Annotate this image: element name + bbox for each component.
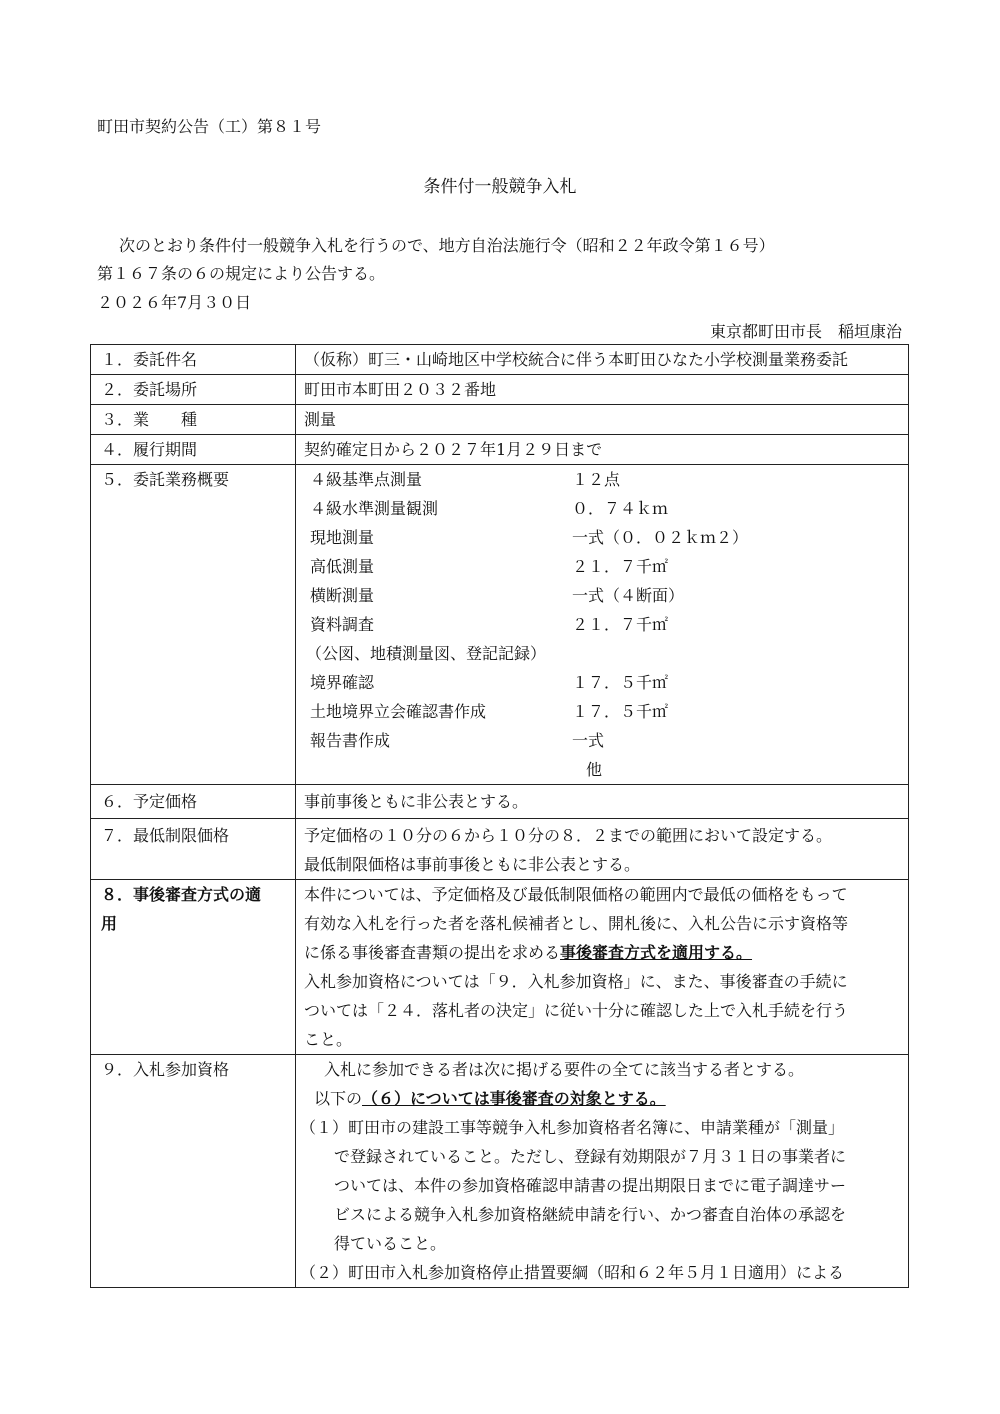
text-line: （２）町田市入札参加資格停止措置要綱（昭和６２年５月１日適用）による (300, 1263, 845, 1282)
text-line: で登録されていること。ただし、登録有効期限が７月３１日の事業者に (334, 1147, 847, 1166)
work-item-name: 横断測量 (310, 586, 375, 605)
emphasis-text: （６）については事後審査の対象とする。 (362, 1089, 666, 1108)
table-row (91, 785, 909, 819)
text-span: 以下の (314, 1089, 363, 1108)
work-item-name: 現地測量 (310, 528, 375, 547)
work-item-name: 報告書作成 (310, 731, 391, 750)
text-line: 入札に参加できる者は次に掲げる要件の全てに該当する者とする。 (324, 1060, 805, 1079)
work-overview-footer: 他 (585, 760, 602, 779)
item-value: 契約確定日から２０２７年1月２９日まで (296, 435, 909, 465)
work-item-name: ４級水準測量観測 (310, 499, 439, 518)
work-item-qty: １７．５千㎡ (572, 702, 669, 721)
label-line: 用 (101, 914, 118, 933)
emphasis-text: 事後審査方式を適用する。 (560, 943, 753, 962)
item-value (296, 880, 909, 1055)
work-item-qty: １２点 (572, 470, 621, 489)
text-line (304, 938, 900, 967)
item-label: ３．業 種 (91, 405, 296, 435)
table-row (91, 375, 909, 405)
item-value: 町田市本町田２０３２番地 (296, 375, 909, 405)
list-item (304, 552, 900, 581)
text-line (300, 1084, 900, 1113)
work-item-qty: ０．７４ｋｍ (572, 499, 669, 518)
work-item-qty: 一式（０．０２ｋｍ２） (572, 528, 749, 547)
item-label: １．委託件名 (91, 345, 296, 375)
item-label: ７．最低制限価格 (91, 819, 296, 880)
work-item-qty: １７．５千㎡ (572, 673, 669, 692)
notice-date: ２０２６年7月３０日 (97, 293, 252, 312)
text-line: こと。 (304, 1030, 353, 1049)
list-item (304, 726, 900, 755)
table-row (91, 465, 909, 785)
work-item-qty: ２１．７千㎡ (572, 615, 669, 634)
work-item-name: 境界確認 (310, 673, 375, 692)
work-item-name: 土地境界立会確認書作成 (310, 702, 487, 721)
text-line: ついては、本件の参加資格確認申請書の提出期限日までに電子調達サー (334, 1176, 847, 1195)
work-item-name: （公図、地積測量図、登記記録） (306, 644, 547, 663)
work-overview (296, 465, 909, 785)
notice-number: 町田市契約公告（工）第８１号 (97, 117, 322, 136)
list-item (304, 610, 900, 639)
item-value: （仮称）町三・山崎地区中学校統合に伴う本町田ひなた小学校測量業務委託 (296, 345, 909, 375)
text-span: に係る事後審査書類の提出を求める (304, 943, 561, 962)
text-line: 入札参加資格については「９．入札参加資格」に、また、事後審査の手続に (304, 972, 848, 991)
table-row (91, 405, 909, 435)
list-item (304, 465, 900, 494)
text-line: ついては「２４．落札者の決定」に従い十分に確認した上で入札手続を行う (304, 1001, 849, 1020)
item-label: ５．委託業務概要 (91, 465, 296, 785)
item-label: ９．入札参加資格 (91, 1055, 296, 1288)
text-line: 有効な入札を行った者を落札候補者とし、開札後に、入札公告に示す資格等 (304, 914, 849, 933)
list-item (304, 494, 900, 523)
item-value (296, 1055, 909, 1288)
text-line: 本件については、予定価格及び最低制限価格の範囲内で最低の価格をもって (304, 885, 848, 904)
list-item (304, 523, 900, 552)
table-row (91, 435, 909, 465)
text-line: 予定価格の１０分の６から１０分の８．２までの範囲において設定する。 (304, 826, 833, 845)
intro-line-2: 第１６７条の６の規定により公告する。 (97, 264, 386, 283)
item-label (91, 880, 296, 1055)
document-title: 条件付一般競争入札 (423, 177, 577, 197)
list-item (304, 668, 900, 697)
table-row (91, 819, 909, 880)
text-line: （１）町田市の建設工事等競争入札参加資格者名簿に、申請業種が「測量」 (300, 1118, 845, 1137)
table-row (91, 345, 909, 375)
issuer: 東京都町田市長 稲垣康治 (709, 322, 902, 341)
work-item-qty: 一式（４断面） (572, 586, 685, 605)
notice-table (90, 344, 909, 1288)
table-row (91, 1055, 909, 1288)
list-item (304, 697, 900, 726)
work-item-qty: ２１．７千㎡ (572, 557, 669, 576)
work-item-name: 高低測量 (310, 557, 375, 576)
item-value: 測量 (296, 405, 909, 435)
table-row (91, 880, 909, 1055)
item-label: ６．予定価格 (91, 785, 296, 819)
text-line: 最低制限価格は事前事後ともに非公表とする。 (304, 855, 641, 874)
item-value: 事前事後ともに非公表とする。 (296, 785, 909, 819)
work-item-name: 資料調査 (310, 615, 375, 634)
work-item-name: ４級基準点測量 (310, 470, 423, 489)
item-label: ２．委託場所 (91, 375, 296, 405)
intro-line-1: 次のとおり条件付一般競争入札を行うので、地方自治法施行令（昭和２２年政令第１６号） (119, 236, 775, 255)
list-item (304, 639, 900, 668)
label-line: ８．事後審査方式の適 (101, 885, 262, 904)
text-line: ビスによる競争入札参加資格継続申請を行い、かつ審査自治体の承認を (334, 1205, 847, 1224)
work-item-qty: 一式 (572, 731, 605, 750)
item-label: ４．履行期間 (91, 435, 296, 465)
item-value (296, 819, 909, 880)
text-line: 得ていること。 (334, 1234, 447, 1253)
list-item (304, 581, 900, 610)
